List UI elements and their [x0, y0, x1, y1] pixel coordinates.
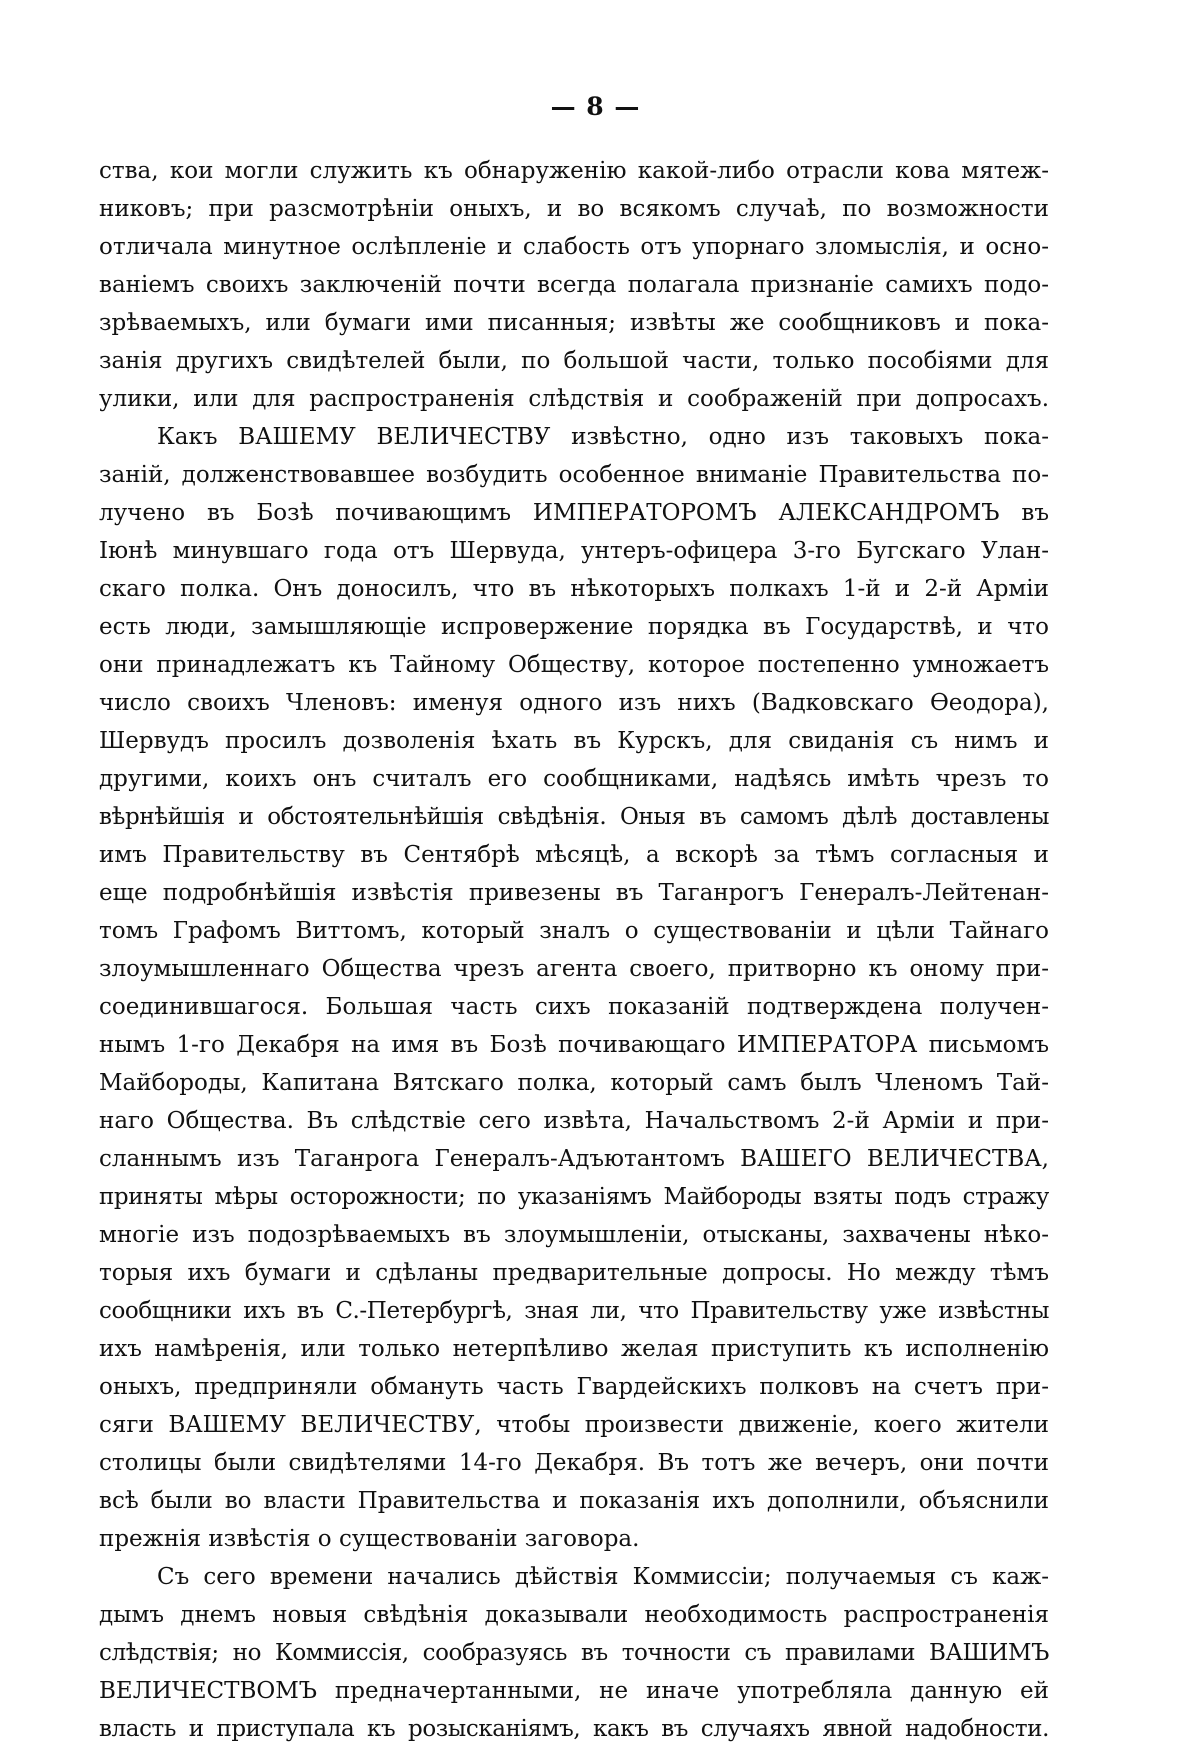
text-line: Майбороды, Капитана Вятскаго полка, который самъ былъ Членомъ Тай- — [99, 1070, 1049, 1096]
text-line: они принадлежатъ къ Тайному Обществу, которое постепенно умножаетъ — [99, 652, 1049, 678]
text-line: ихъ намѣренія, или только нетерпѣливо желая приступить къ исполненію — [99, 1336, 1049, 1362]
body-text — [99, 152, 1049, 1748]
text-line: другими, коихъ онъ считалъ его сообщниками, надѣясь имѣть чрезъ то — [99, 766, 1049, 792]
text-line: улики, или для распространенія слѣдствія и соображеній при допросахъ. — [99, 386, 1049, 412]
text-line: Іюнѣ минувшаго года отъ Шервуда, унтеръ-офицера 3-го Бугскаго Улан- — [99, 538, 1049, 564]
paragraph-start-line: Съ сего времени начались дѣйствія Коммиссіи; получаемыя съ каж- — [157, 1564, 1049, 1590]
text-line: томъ Графомъ Виттомъ, который зналъ о существованіи и цѣли Тайнаго — [99, 918, 1049, 944]
text-line: сяги ВАШЕМУ ВЕЛИЧЕСТВУ, чтобы произвести движеніе, коего жители — [99, 1412, 1049, 1438]
text-line: никовъ; при разсмотрѣніи оныхъ, и во всякомъ случаѣ, по возможности — [99, 196, 1049, 222]
text-line: власть и приступала къ розысканіямъ, какъ въ случаяхъ явной надобности. — [99, 1716, 1049, 1742]
text-line: всѣ были во власти Правительства и показанія ихъ дополнили, объяснили — [99, 1488, 1049, 1514]
text-line: ваніемъ своихъ заключеній почти всегда полагала признаніе самихъ подо- — [99, 272, 1049, 298]
page-number: — 8 — — [550, 92, 641, 121]
text-line: злоумышленнаго Общества чрезъ агента своего, притворно къ оному при- — [99, 956, 1049, 982]
text-line: приняты мѣры осторожности; по указаніямъ Майбороды взяты подъ стражу — [99, 1184, 1049, 1210]
paragraph-start-line: Какъ ВАШЕМУ ВЕЛИЧЕСТВУ извѣстно, одно изъ таковыхъ пока- — [157, 424, 1049, 450]
text-line: есть люди, замышляющіе испровержение порядка въ Государствѣ, и что — [99, 614, 1049, 640]
text-line: отличала минутное ослѣпленіе и слабость отъ упорнаго зломыслія, и осно- — [99, 234, 1049, 260]
text-line: скаго полка. Онъ доносилъ, что въ нѣкоторыхъ полкахъ 1-й и 2-й Арміи — [99, 576, 1049, 602]
text-line: вѣрнѣйшія и обстоятельнѣйшія свѣдѣнія. Оныя въ самомъ дѣлѣ доставлены — [99, 804, 1049, 830]
text-line: заній, долженствовавшее возбудить особенное вниманіе Правительства по- — [99, 462, 1049, 488]
text-line: столицы были свидѣтелями 14-го Декабря. Въ тотъ же вечеръ, они почти — [99, 1450, 1049, 1476]
text-line: Шервудъ просилъ дозволенія ѣхать въ Курскъ, для свиданія съ нимъ и — [99, 728, 1049, 754]
text-line: ВЕЛИЧЕСТВОМЪ предначертанными, не иначе употребляла данную ей — [99, 1678, 1049, 1704]
text-line: лучено въ Бозѣ почивающимъ ИМПЕРАТОРОМЪ АЛЕКСАНДРОМЪ въ — [99, 500, 1049, 526]
text-line: сообщники ихъ въ С.-Петербургѣ, зная ли, что Правительству уже извѣстны — [99, 1298, 1049, 1324]
text-line: торыя ихъ бумаги и сдѣланы предварительные допросы. Но между тѣмъ — [99, 1260, 1049, 1286]
text-line: многіе изъ подозрѣваемыхъ въ злоумышленіи, отысканы, захвачены нѣко- — [99, 1222, 1049, 1248]
text-line: число своихъ Членовъ: именуя одного изъ нихъ (Вадковскаго Ѳеодора), — [99, 690, 1049, 716]
text-line: сланнымъ изъ Таганрога Генералъ-Адъютантомъ ВАШЕГО ВЕЛИЧЕСТВА, — [99, 1146, 1049, 1172]
text-line: занія другихъ свидѣтелей были, по большой части, только пособіями для — [99, 348, 1049, 374]
text-line: имъ Правительству въ Сентябрѣ мѣсяцѣ, а вскорѣ за тѣмъ согласныя и — [99, 842, 1049, 868]
text-line: ства, кои могли служить къ обнаруженію какой-либо отрасли кова мятеж- — [99, 158, 1049, 184]
text-line: зрѣваемыхъ, или бумаги ими писанныя; извѣты же сообщниковъ и пока- — [99, 310, 1049, 336]
paragraph-end-line: прежнія извѣстія о существованіи заговора. — [99, 1526, 640, 1552]
text-line: наго Общества. Въ слѣдствіе сего извѣта, Начальствомъ 2-й Арміи и при- — [99, 1108, 1049, 1134]
text-line: слѣдствія; но Коммиссія, сообразуясь въ точности съ правилами ВАШИМЪ — [99, 1640, 1049, 1666]
text-line: еще подробнѣйшія извѣстія привезены въ Таганрогъ Генералъ-Лейтенан- — [99, 880, 1049, 906]
text-line: оныхъ, предприняли обмануть часть Гвардейскихъ полковъ на счетъ при- — [99, 1374, 1049, 1400]
text-line: дымъ днемъ новыя свѣдѣнія доказывали необходимость распространенія — [99, 1602, 1049, 1628]
text-line: соединившагося. Большая часть сихъ показаній подтверждена получен- — [99, 994, 1049, 1020]
text-line: нымъ 1-го Декабря на имя въ Бозѣ почивающаго ИМПЕРАТОРА письмомъ — [99, 1032, 1049, 1058]
